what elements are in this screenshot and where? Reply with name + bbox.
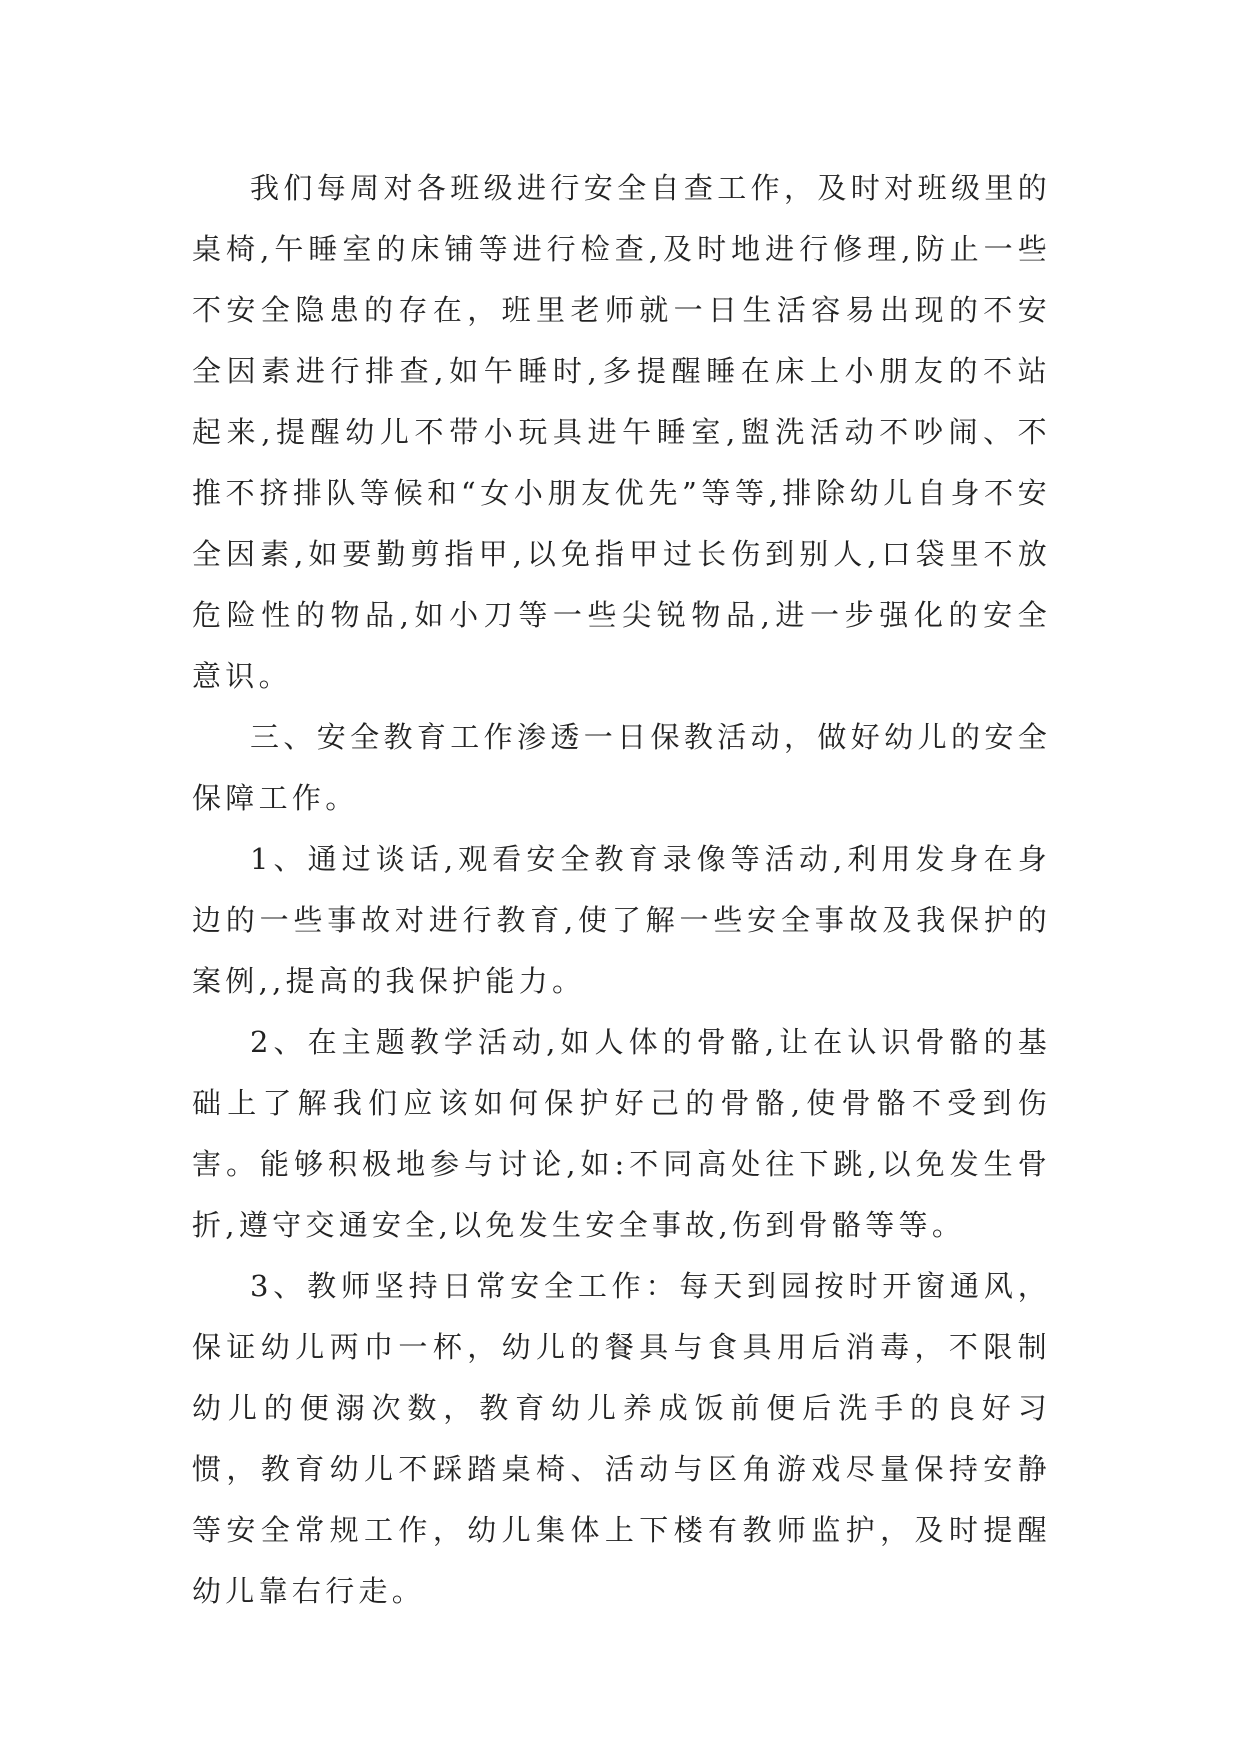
paragraph-item-3: 3、教师坚持日常安全工作：每天到园按时开窗通风，保证幼儿两巾一杯，幼儿的餐具与食具用后消毒，不限制幼儿的便溺次数，教育幼儿养成饭前便后洗手的良好习惯，教育幼儿不踩踏桌椅、活动与区角游戏尽量保持安静等安全常规工作，幼儿集体上下楼有教师监护，及时提醒幼儿靠右行走。 xyxy=(192,1269,1051,1608)
paragraph-item-1: 1、通过谈话,观看安全教育录像等活动,利用发身在身边的一些事故对进行教育,使了解一些安全事故及我保护的案例,,提高的我保护能力。 xyxy=(192,842,1051,998)
paragraph-item-2: 2、在主题教学活动,如人体的骨骼,让在认识骨骼的基础上了解我们应该如何保护好己的骨骼,使骨骼不受到伤害。能够积极地参与讨论,如:不同高处往下跳,以免发生骨折,遵守交通安全,以免发生安全事故,伤到骨骼等等。 xyxy=(192,1025,1051,1242)
paragraph-safety-self-check: 我们每周对各班级进行安全自查工作，及时对班级里的桌椅,午睡室的床铺等进行检查,及时地进行修理,防止一些不安全隐患的存在，班里老师就一日生活容易出现的不安全因素进行排查,如午睡时,多提醒睡在床上小朋友的不站起来,提醒幼儿不带小玩具进午睡室,盥洗活动不吵闹、不推不挤排队等候和“女小朋友优先”等等,排除幼儿自身不安全因素,如要勤剪指甲,以免指甲过长伤到别人,口袋里不放危险性的物品,如小刀等一些尖锐物品,进一步强化的安全意识。 xyxy=(192,171,1051,693)
paragraph-section-three-heading: 三、安全教育工作渗透一日保教活动，做好幼儿的安全保障工作。 xyxy=(192,720,1051,815)
